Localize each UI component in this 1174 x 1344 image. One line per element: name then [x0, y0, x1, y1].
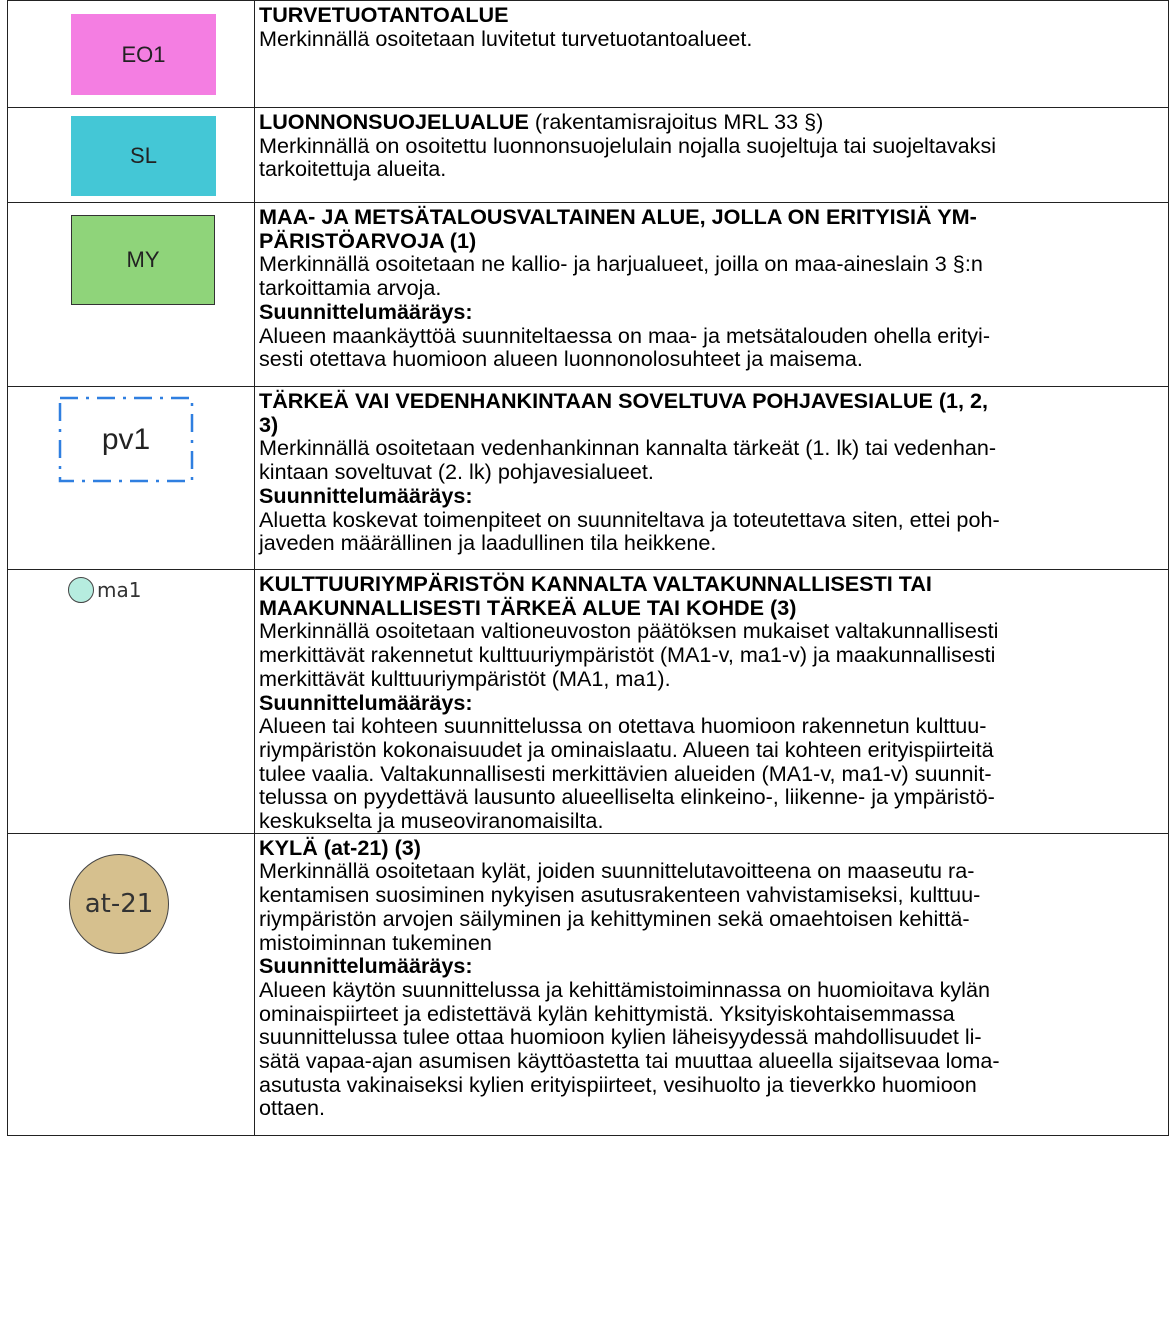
regulation-line: Aluetta koskevat toimenpiteet on suunniteltava ja toteutettava siten, ettei poh- [259, 506, 1000, 532]
regulation-line: Alueen tai kohteen suunnittelussa on otettava huomioon rakennetun kulttuu- [259, 713, 987, 739]
description-line: Merkinnällä on osoitettu luonnonsuojelulain nojalla suojeltuja tai suojeltavaksi [259, 132, 997, 158]
symbol-label: MY [126, 247, 160, 272]
regulation-line: tulee vaalia. Valtakunnallisesti merkittävien alueiden (MA1-v, ma1-v) suunnit- [259, 760, 992, 786]
nature-reserve-symbol [71, 116, 216, 196]
description-line: kentamisen suosiminen nykyisen asutusrakenteen vahvistamiseksi, kulttuu- [259, 882, 981, 908]
regulation-line: riympäristön kokonaisuudet ja ominaislaatu. Alueen tai kohteen erityispiirteitä [259, 736, 994, 762]
circle-marker-icon [68, 577, 94, 603]
row-title-suffix: (rakentamisrajoitus MRL 33 §) [528, 109, 824, 134]
description-line: Merkinnällä osoitetaan valtioneuvoston päätöksen mukaiset valtakunnallisesti [259, 618, 999, 644]
symbol-cell [8, 203, 255, 387]
legend-row-eo1 [8, 1, 1169, 108]
cultural-environment-symbol [68, 575, 141, 605]
description-cell [255, 387, 1169, 570]
row-title: MAAKUNNALLISESTI TÄRKEÄ ALUE TAI KOHDE (3) [259, 594, 797, 620]
description-line: kintaan soveltuvat (2. lk) pohjavesialueet. [259, 459, 654, 485]
legend-row-pv1 [8, 387, 1169, 570]
symbol-label: SL [130, 143, 157, 168]
description-line: merkittävät rakennetut kulttuuriympäristöt (MA1-v, ma1-v) ja maakunnallisesti [259, 642, 996, 668]
regulation-line: ottaen. [259, 1095, 326, 1121]
symbol-label: pv1 [101, 422, 151, 456]
peat-production-symbol [71, 14, 216, 95]
row-title: TURVETUOTANTOALUE [259, 2, 509, 27]
description-line: riympäristön arvojen säilyminen ja kehittyminen sekä omaehtoisen kehittä- [259, 905, 970, 931]
row-title [259, 110, 1165, 134]
legend-row-ma1 [8, 570, 1169, 834]
symbol-cell [8, 570, 255, 834]
symbol-label: EO1 [121, 41, 166, 67]
regulation-heading: Suunnittelumääräys: [259, 298, 473, 324]
symbol-label: at-21 [84, 888, 154, 919]
description-line: Merkinnällä osoitetaan vedenhankinnan kannalta tärkeät (1. lk) tai vedenhan- [259, 435, 997, 461]
description-line: Merkinnällä osoitetaan ne kallio- ja harjualueet, joilla on maa-aineslain 3 §:n [259, 251, 983, 277]
groundwater-area-symbol [58, 396, 194, 483]
regulation-line: suunnittelussa tulee ottaa huomioon kylien läheisyydessä mahdollisuudet li- [259, 1024, 982, 1050]
symbol-cell [8, 387, 255, 570]
description-line: mistoiminnan tukeminen [259, 929, 492, 955]
row-title: 3) [259, 411, 279, 437]
legend-row-at21 [8, 833, 1169, 1135]
legend-row-my [8, 203, 1169, 387]
regulation-heading: Suunnittelumääräys: [259, 953, 473, 979]
symbol-cell [8, 108, 255, 203]
regulation-line: Alueen käytön suunnittelussa ja kehittämistoiminnassa on huomioitava kylän [259, 976, 991, 1002]
regulation-line: telussa on pyydettävä lausunto alueelliselta elinkeino-, liikenne- ja ympäristö- [259, 784, 995, 810]
description-line: Merkinnällä osoitetaan kylät, joiden suunnittelutavoitteena on maaseutu ra- [259, 858, 975, 884]
row-title: KYLÄ (at-21) (3) [259, 834, 421, 860]
forestry-area-symbol [71, 215, 215, 305]
regulation-line: sesti otettava huomioon alueen luonnonolosuhteet ja maisema. [259, 346, 863, 372]
regulation-heading: Suunnittelumääräys: [259, 482, 473, 508]
legend-table [7, 0, 1169, 1136]
description-cell [255, 1, 1169, 108]
description-line: merkittävät kulttuuriympäristöt (MA1, ma1). [259, 665, 671, 691]
regulation-line: javeden määrällinen ja laadullinen tila heikkene. [259, 530, 717, 556]
description-cell [255, 203, 1169, 387]
regulation-line: sätä vapaa-ajan asumisen käyttöastetta tai muuttaa alueella sijaitsevaa loma- [259, 1048, 1000, 1074]
regulation-heading: Suunnittelumääräys: [259, 689, 473, 715]
symbol-cell [8, 833, 255, 1135]
description-line: Merkinnällä osoitetaan luvitetut turvetuotantoalueet. [259, 25, 753, 51]
legend-row-sl [8, 108, 1169, 203]
description-line: tarkoittamia arvoja. [259, 275, 442, 301]
row-title: TÄRKEÄ VAI VEDENHANKINTAAN SOVELTUVA POHJAVESIALUE (1, 2, [259, 388, 989, 413]
village-symbol [69, 854, 169, 954]
description-cell [255, 108, 1169, 203]
regulation-line: Alueen maankäyttöä suunniteltaessa on maa- ja metsätalouden ohella erityi- [259, 322, 991, 348]
description-line: tarkoitettuja alueita. [259, 156, 447, 182]
description-cell [255, 833, 1169, 1135]
symbol-cell [8, 1, 255, 108]
regulation-line: ominaispiirteet ja edistettävä kylän kehittymistä. Yksityiskohtaisemmassa [259, 1000, 955, 1026]
row-title: PÄRISTÖARVOJA (1) [259, 227, 477, 253]
regulation-line: asutusta vakinaiseksi kylien erityispiirteet, vesihuolto ja tieverkko huomioon [259, 1071, 977, 1097]
regulation-line: keskukselta ja museoviranomaisilta. [259, 808, 604, 834]
description-cell [255, 570, 1169, 834]
row-title: KULTTUURIYMPÄRISTÖN KANNALTA VALTAKUNNALLISESTI TAI [259, 571, 932, 596]
row-title-bold: LUONNONSUOJELUALUE [259, 109, 529, 134]
symbol-label: ma1 [97, 578, 142, 602]
row-title: MAA- JA METSÄTALOUSVALTAINEN ALUE, JOLLA ON ERITYISIÄ YM- [259, 204, 977, 229]
